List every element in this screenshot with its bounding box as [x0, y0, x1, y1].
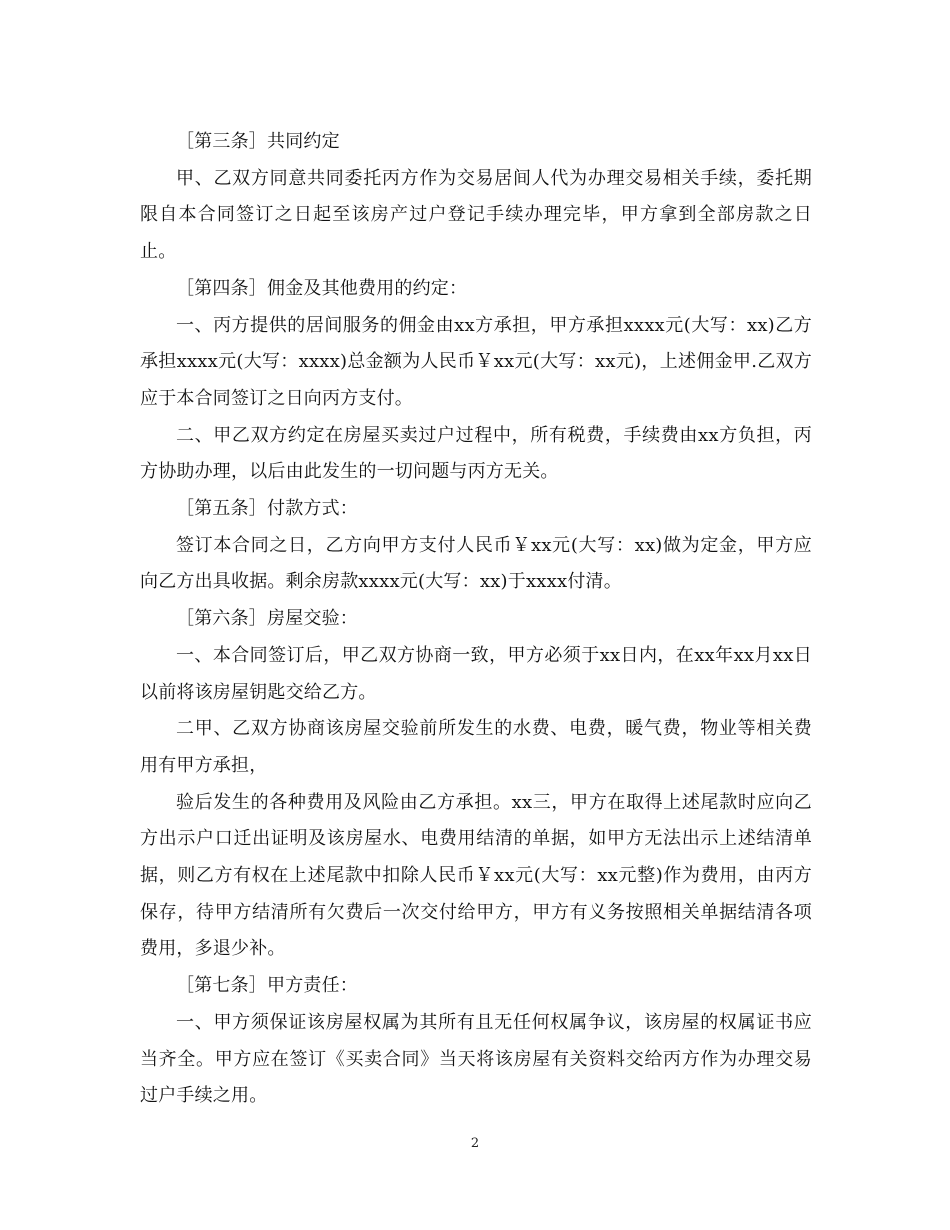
- article-5-text: 签订本合同之日，乙方向甲方支付人民币￥xx元(大写：xx)做为定金，甲方应向乙方出具收据。剩余房款xxxx元(大写：xx)于xxxx付清。: [140, 534, 812, 593]
- article-3-heading: ［第三条］共同约定: [176, 131, 340, 152]
- article-6-heading: ［第六条］房屋交验：: [176, 608, 358, 630]
- article-5-heading: ［第五条］付款方式：: [176, 498, 358, 520]
- document-body: [140, 124, 812, 1115]
- article-7-clause-1: 一、甲方须保证该房屋权属为其所有且无任何权属争议，该房屋的权属证书应当齐全。甲方应在签订《买卖合同》当天将该房屋有关资料交给丙方作为办理交易过户手续之用。: [140, 1011, 812, 1107]
- article-6-clause-2: 二甲、乙双方协商该房屋交验前所发生的水费、电费，暖气费，物业等相关费用有甲方承担，: [140, 718, 812, 776]
- article-4-clause-2: 二、甲乙双方约定在房屋买卖过户过程中，所有税费，手续费由xx方负担，丙方协助办理，以后由此发生的一切问题与丙方无关。: [140, 424, 812, 483]
- article-7-heading: ［第七条］甲方责任：: [176, 975, 358, 997]
- article-6-clause-3: 验后发生的各种费用及风险由乙方承担。xx三，甲方在取得上述尾款时应向乙方出示户口迁出证明及该房屋水、电费用结清的单据，如甲方无法出示上述结清单据，则乙方有权在上述尾款中扣除人民币￥xx元(大写：xx元整)作为费用，由丙方保存，待甲方结清所有欠费后一次交付给甲方，甲方有义务按照相关单据结清各项费用，多退少补。: [140, 791, 812, 960]
- article-4-heading: ［第四条］佣金及其他费用的约定：: [176, 277, 468, 299]
- article-4-clause-1: 一、丙方提供的居间服务的佣金由xx方承担，甲方承担xxxx元(大写：xx)乙方承担xxxx元(大写：xxxx)总金额为人民币￥xx元(大写：xx元)，上述佣金甲.乙双方应于本合同签订之日向丙方支付。: [140, 314, 812, 409]
- article-3-text: 甲、乙双方同意共同委托丙方作为交易居间人代为办理交易相关手续，委托期限自本合同签订之日起至该房产过户登记手续办理完毕，甲方拿到全部房款之日止。: [140, 167, 812, 263]
- page-number: 2: [470, 1136, 480, 1151]
- article-6-clause-1: 一、本合同签订后，甲乙双方协商一致，甲方必须于xx日内，在xx年xx月xx日以前将该房屋钥匙交给乙方。: [140, 644, 812, 703]
